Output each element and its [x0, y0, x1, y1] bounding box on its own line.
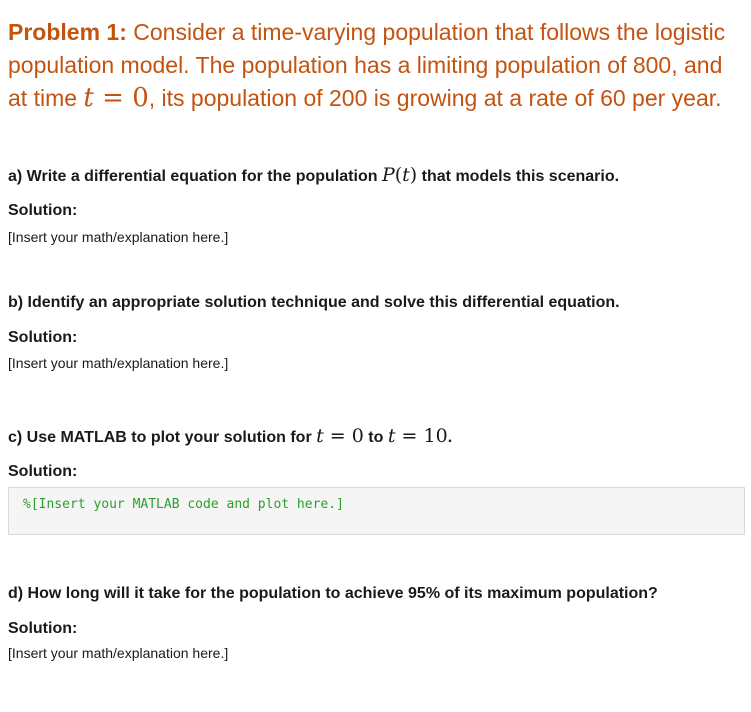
question-b: b) Identify an appropriate solution technique and solve this differential equation.: [8, 294, 620, 311]
question-d: d) How long will it take for the population to achieve 95% of its maximum population?: [8, 585, 658, 602]
matlab-code-placeholder[interactable]: %[Insert your MATLAB code and plot here.]: [23, 497, 344, 512]
question-a: [8, 164, 619, 186]
math-p-of-t: P(t): [381, 164, 418, 186]
math-t-equals-ten: t = 10: [387, 425, 448, 447]
problem-statement: [8, 16, 733, 115]
problem-heading: Problem 1:: [8, 19, 127, 45]
answer-placeholder-b[interactable]: [Insert your math/explanation here.]: [8, 355, 229, 371]
matlab-code-cell[interactable]: [8, 487, 745, 535]
answer-placeholder-a[interactable]: [Insert your math/explanation here.]: [8, 229, 229, 245]
question-a-text-end: that models this scenario.: [417, 168, 620, 185]
answer-placeholder-d[interactable]: [Insert your math/explanation here.]: [8, 645, 229, 661]
question-c-text-mid: to: [363, 429, 388, 446]
solution-label-d: Solution:: [8, 620, 78, 637]
solution-label-b: Solution:: [8, 329, 78, 346]
question-c-text-end: .: [447, 429, 453, 446]
question-c: [8, 425, 452, 447]
question-a-text: a) Write a differential equation for the population: [8, 168, 382, 185]
math-t-equals-zero-c: t = 0: [316, 425, 364, 447]
solution-label-c: Solution:: [8, 463, 78, 480]
problem-text-start: Consider a time-varying population that follows the logistic population model. The population has a limiting population of 800, and at time: [8, 19, 726, 111]
solution-label-a: Solution:: [8, 202, 78, 219]
math-t-equals-zero: t = 0: [83, 83, 149, 113]
question-c-text: c) Use MATLAB to plot your solution for: [8, 429, 317, 446]
problem-text-end: , its population of 200 is growing at a rate of 60 per year.: [148, 85, 722, 111]
